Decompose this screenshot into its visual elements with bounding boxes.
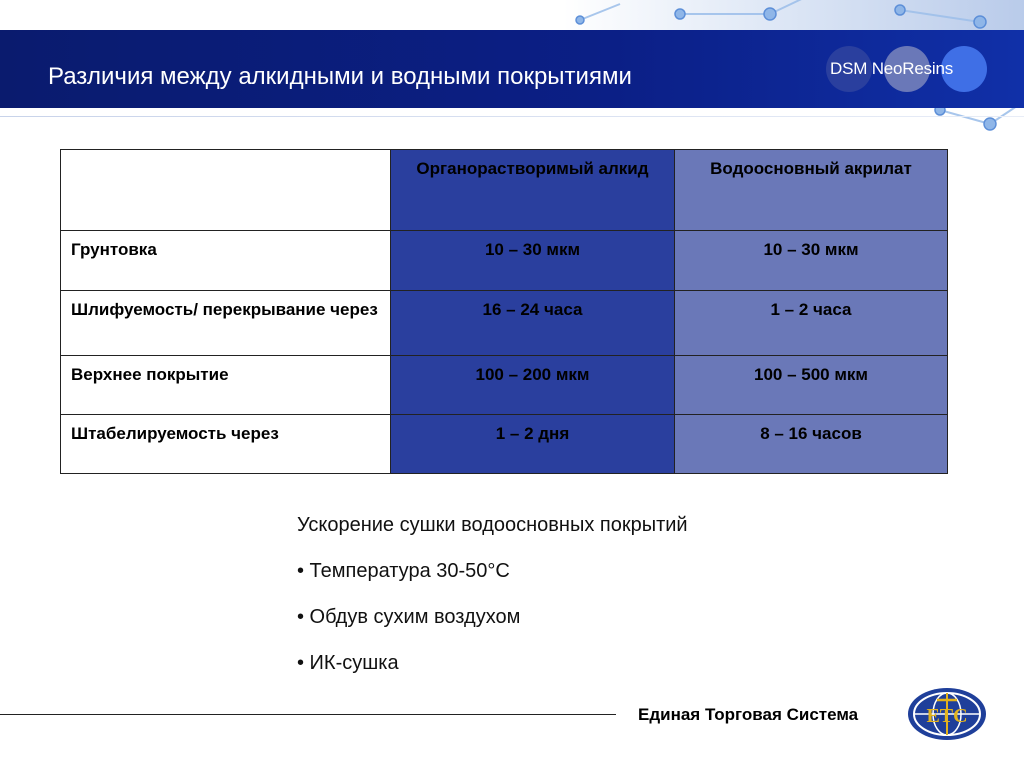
table-header-row [61, 150, 948, 231]
notes-item: • Обдув сухим воздухом [297, 606, 521, 628]
alkyd-value: 16 – 24 часа [391, 291, 675, 356]
page-title: Различия между алкидными и водными покрытиями [48, 63, 632, 90]
ets-globe-logo-icon [906, 686, 988, 742]
acrylic-value: 10 – 30 мкм [675, 231, 948, 291]
row-label: Верхнее покрытие [61, 356, 391, 415]
notes-item: • Температура 30-50°C [297, 560, 510, 582]
notes-item: • ИК-сушка [297, 652, 399, 674]
table-row [61, 231, 948, 291]
acrylic-value: 1 – 2 часа [675, 291, 948, 356]
alkyd-value: 100 – 200 мкм [391, 356, 675, 415]
table-row [61, 356, 948, 415]
row-label: Штабелируемость через [61, 415, 391, 474]
table-header-cell: Водоосновный акрилат [675, 150, 948, 231]
acrylic-value: 100 – 500 мкм [675, 356, 948, 415]
brand-name: DSM NeoResins [830, 59, 954, 78]
drying-notes [297, 510, 688, 694]
alkyd-value: 1 – 2 дня [391, 415, 675, 474]
notes-heading: Ускорение сушки водоосновных покрытий [297, 514, 688, 536]
row-label: Грунтовка [61, 231, 391, 291]
header-divider [0, 116, 1024, 117]
table-header-cell: Органорастворимый алкид [391, 150, 675, 231]
table-row [61, 291, 948, 356]
table-row [61, 415, 948, 474]
acrylic-value: 8 – 16 часов [675, 415, 948, 474]
footer-divider [0, 714, 616, 715]
alkyd-value: 10 – 30 мкм [391, 231, 675, 291]
footer-company: Единая Торговая Система [638, 705, 859, 724]
comparison-table [60, 149, 948, 474]
table-header-cell [61, 150, 391, 231]
row-label: Шлифуемость/ перекрывание через [61, 291, 391, 356]
ets-logo-letters: ETC [926, 705, 968, 727]
